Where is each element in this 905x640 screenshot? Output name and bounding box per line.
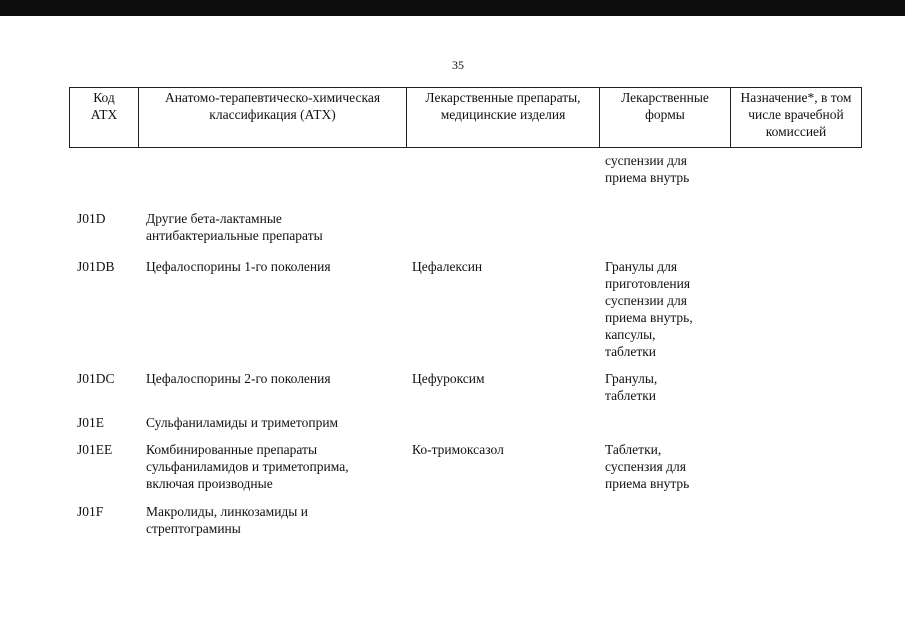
row-classification: Цефалоспорины 1-го поколения	[146, 259, 331, 274]
row-drug: Цефуроксим	[412, 371, 485, 386]
header-drugs: Лекарственные препараты, медицинские изделия	[407, 88, 600, 148]
header-code: Код АТХ	[70, 88, 139, 148]
header-classification: Анатомо-терапевтическо-химическая классификация (АТХ)	[139, 88, 407, 148]
header-row	[70, 88, 862, 148]
row-code: J01E	[77, 415, 104, 430]
row-code: J01DC	[77, 371, 115, 386]
row-code: J01EE	[77, 442, 113, 457]
row-code: J01F	[77, 504, 104, 519]
table-header	[69, 87, 862, 148]
header-purpose: Назначение*, в том числе врачебной комиссией	[731, 88, 862, 148]
header-forms: Лекарственные формы	[600, 88, 731, 148]
row-code: J01D	[77, 211, 106, 226]
row-forms: Гранулы, таблетки	[605, 371, 658, 403]
row-forms: суспензии для приема внутрь	[605, 153, 690, 185]
row-drug: Цефалексин	[412, 259, 483, 274]
row-classification: Цефалоспорины 2-го поколения	[146, 371, 331, 386]
row-classification: Другие бета-лактамные антибактериальные препараты	[146, 211, 323, 243]
scan-top-border	[0, 0, 905, 16]
row-forms: Гранулы для приготовления суспензии для приема внутрь, капсулы, таблетки	[605, 259, 693, 359]
row-forms: Таблетки, суспензия для приема внутрь	[605, 442, 690, 491]
page-number: 35	[452, 58, 464, 72]
row-classification: Комбинированные препараты сульфаниламидов и триметоприма, включая производные	[146, 442, 349, 491]
row-code: J01DB	[77, 259, 115, 274]
row-drug: Ко-тримоксазол	[412, 442, 504, 457]
row-classification: Сульфаниламиды и триметоприм	[146, 415, 339, 430]
row-classification: Макролиды, линкозамиды и стрептограмины	[146, 504, 308, 536]
